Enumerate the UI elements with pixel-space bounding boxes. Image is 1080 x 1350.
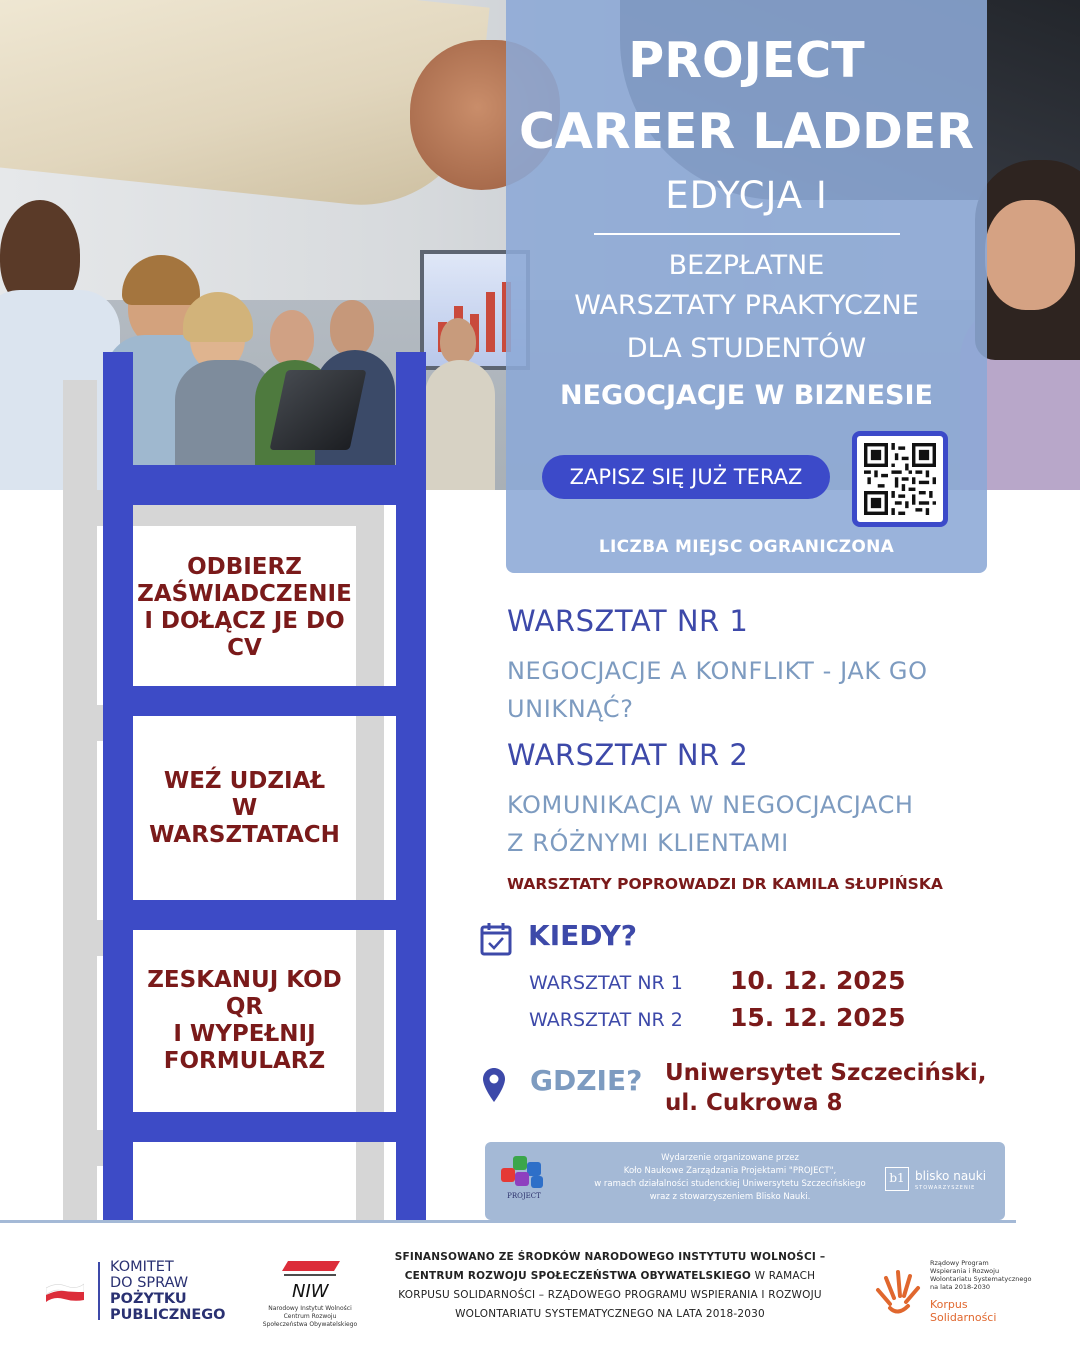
event-title-line1: PROJECT <box>628 32 865 89</box>
ladder-step-empty <box>133 1142 356 1220</box>
ladder-step-text: ODBIERZ ZAŚWIADCZENIE I DOŁĄCZ JE DO CV <box>137 553 352 661</box>
subtitle-free: BEZPŁATNE <box>668 250 825 281</box>
qr-code-icon[interactable] <box>852 431 948 527</box>
edition-label: EDYCJA I <box>665 174 828 217</box>
organizer-text: Wydarzenie organizowane przez Koło Naukowe Zarządzania Projektami "PROJECT", w ramach działalności studenckiej Uniwersytetu Szczecińskiego wraz z stowarzyszeniem Blisko Nauki. <box>594 1153 866 1202</box>
footer-divider <box>0 1220 1016 1223</box>
korpus-program-text: Rządowy Program Wspierania i Rozwoju Wolontariatu Systematycznego na lata 2018-2030 <box>930 1259 1032 1291</box>
workshop-2-heading: WARSZTAT NR 2 <box>507 738 749 772</box>
korpus-solidarnosci-hand-icon <box>872 1264 924 1318</box>
svg-text:NIW: NIW <box>292 1281 329 1302</box>
niw-logo <box>278 1257 344 1303</box>
event-title-line2: CAREER LADDER <box>518 103 975 160</box>
limited-seats-note: LICZBA MIEJSC OGRANICZONA <box>598 537 895 557</box>
date-1-value: 10. 12. 2025 <box>730 966 906 995</box>
register-now-button[interactable]: ZAPISZ SIĘ JUŻ TERAZ <box>542 455 830 499</box>
funding-statement: SFINANSOWANO ZE ŚRODKÓW NARODOWEGO INSTYTUTU WOLNOŚCI – CENTRUM ROZWOJU SPOŁECZEŃSTWA OBYWATELSKIEGO W RAMACH KORPUSU SOLIDARNOŚCI – RZĄDOWEGO PROGRAMU WSPIERANIA I ROZWOJU WOLONTARIATU SYSTEMATYCZNEGO NA LATA 2018-2030 <box>394 1251 826 1320</box>
location-pin-icon <box>482 1067 506 1103</box>
where-heading: GDZIE? <box>530 1064 643 1097</box>
date-2-label: WARSZTAT NR 2 <box>529 1009 683 1031</box>
when-heading: KIEDY? <box>528 919 637 952</box>
ladder-step-certificate <box>133 530 356 685</box>
workshop-2-description: KOMUNIKACJA W NEGOCJACJACH Z RÓŻNYMI KLIENTAMI <box>507 791 914 857</box>
kdpp-logo-text: KOMITET DO SPRAW POŻYTKU PUBLICZNEGO <box>110 1259 226 1323</box>
workshop-topic: NEGOCJACJE W BIZNESIE <box>560 380 933 411</box>
ladder-step-scan-qr <box>133 930 356 1112</box>
venue-address: Uniwersytet Szczeciński, ul. Cukrowa 8 <box>665 1060 987 1116</box>
ladder-step-text: WEŹ UDZIAŁ W WARSZTATACH <box>149 767 340 848</box>
ladder-step-attend <box>133 716 356 900</box>
title-divider <box>594 233 900 235</box>
date-1-label: WARSZTAT NR 1 <box>529 972 683 994</box>
subtitle-students: DLA STUDENTÓW <box>626 333 867 364</box>
korpus-solidarnosci-name: Korpus Solidarności <box>930 1298 997 1324</box>
date-2-value: 15. 12. 2025 <box>730 1003 906 1032</box>
subtitle-workshops: WARSZTATY PRAKTYCZNE <box>574 290 919 321</box>
workshop-lead: WARSZTATY POPROWADZI DR KAMILA SŁUPIŃSKA <box>507 875 943 893</box>
event-info-panel <box>506 0 987 573</box>
kdpp-divider <box>98 1262 100 1320</box>
organizer-box <box>485 1142 1005 1220</box>
polish-flag-icon <box>46 1280 84 1302</box>
ladder-step-text: ZESKANUJ KOD QR I WYPEŁNIJ FORMULARZ <box>147 967 342 1074</box>
niw-label: Narodowy Instytut Wolności Centrum Rozwoju Społeczeństwa Obywatelskiego <box>262 1305 358 1328</box>
calendar-icon <box>480 922 512 956</box>
laptop <box>269 370 366 450</box>
workshop-1-heading: WARSZTAT NR 1 <box>507 604 749 638</box>
workshop-1-description: NEGOCJACJE A KONFLIKT - JAK GO UNIKNĄĆ? <box>507 657 928 723</box>
blisko-nauki-logo: b1 blisko nauki STOWARZYSZENIE <box>885 1166 986 1192</box>
project-logo-label: PROJECT <box>507 1192 541 1200</box>
